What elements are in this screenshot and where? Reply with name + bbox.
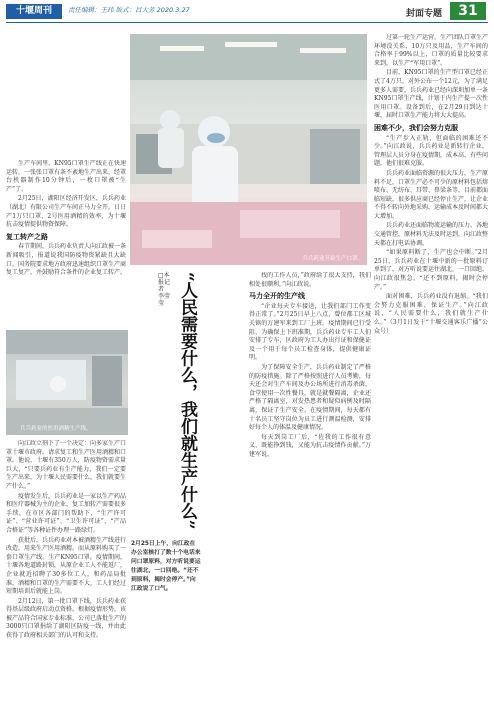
production-line-illustration [6,330,128,435]
article-column-1-lower [6,440,126,698]
paragraph: 目前，KN95口罩的生产型口罩已经正式了4万只，对外公布一个12元，为了满足更多人需要，兵兵药业已经向深圳加单一条KN95口罩生产线，计划于内生产提一次性医用口罩。设备到后，在2月29日到达十堰，届时口罩生产能力将大大提高。 [374,69,488,120]
editor-credits: 责任编辑：王玮 版式：吕大芳 2020.3.27 [68,6,190,14]
subheading: 马力全开的生产线 [249,292,305,301]
paragraph: “企业每天专车接送，让我们部门工作变得正常了。”2月25日早上八点，曾位都工区城关镇的万建军来到工厂上班。疫情期间已行受阻，为确保上下班准期，兵兵药业专车工人们安排了专车，区政府为工人办出行证和保健证及一个用于每个员工检查身体，提供健康证明。 [249,302,371,362]
page-header [0,0,494,22]
left-photo-caption: 兵兵药业的医用酒精生产线。 [20,426,92,432]
pull-quote: 2月25日上午，向江政在办公室核打了数十个电话来问口罩原料，对方听说要运往湖北，一口回绝。“还不到原料，揭时会停产。”向江政说了口气。 [131,541,201,592]
article-column-3 [249,272,371,698]
paragraph: 兵兵药业面临资源的很大压力，生产原料不足，口罩生产必不可少的原材料包括熔喷布、无纺布、耳带、鼻梁条等，目前都面临短缺，很多供应商已经停止生产，让企业不得不转向外地采购，运输成本及时间都大大增加。 [374,169,488,220]
header-rule [6,22,488,23]
paragraph: 兵兵药业还面临物流运输的压力。各地交通管控，原材料无法及时运到，向江政整天都在打电话协调。 [374,222,488,247]
subheading: 复工转产之路 [6,232,48,241]
subheading: 困难不少，我们会努力克服 [374,123,458,132]
top-photo-caption: 兵兵药业开始生产口罩。 [302,256,363,262]
paragraph: 2月12日，第一批口罩下线，兵兵药业获得基层级政府启动点资格。根据疫情形势，该被产品符合国家专业标准，公司已落批生产的3000只口罩捐给了湖阳区防疫一线，并由此获得了政府相关部门的认可和支持。 [6,597,126,640]
article-byline: □本报记者 李莹莹 [158,272,171,307]
factory-workshop-photo [130,34,367,265]
article-column-1 [6,160,126,328]
article-column-4 [374,34,488,698]
paragraph: 找的工作人员，”政府给了很大支持，我们相处很顺利，”向江政说。 [249,272,371,288]
paragraph: 向江政立刻下了一个决定：向多家生产口罩十堰市政府，请求复工和生产医用酒精和口罩。他说，十堰有350万人，防疫物资需求量巨大，“只要兵药业有生产能力，我们一定要生产出来，为十堰人民需要什么，我们就要生产什么。” [6,440,126,490]
paragraph: 为了保障安全生产，兵兵药业制定了严格的防疫措施。除了严格按照进行人员考勤，每天还会对生产车间及办公场所进行消毒杀菌，食堂使用一次性餐具，就是就餐隔离，企业还严格了隔离室，对发热患者和疑似病例及时隔离，保证了生产安全。在疫情期间，每天都有十名员工坚守岗位为员工进行测温检测，安排好每个人的体温及健康情况。 [249,363,371,432]
paragraph: “如果原料断了，生产也会中断。”2月25日，兵兵药业在十堰中新的一批原料订单到了，对方听说要运往湖北，一口回绝。向江政很焦急，“还不到原料，揭时会停产。” [374,249,488,291]
paragraph: 过第一轮生产运营，生产团队口罩生产环境没关系、10万只及用品，生产车间的合格率于99%以上，口罩的质量比较要求来到，以生产“军用口罩”。 [374,34,488,67]
page-number: 31 [450,2,486,20]
paragraph: 生产车间里，KN95口罩生产线正在快速运转，一张张口罩有条不紊地生产出来，经罩台机器制作10分钟后，一枚口罩被“生产”了。 [6,160,126,193]
alcohol-production-line-photo [6,330,128,435]
article-headline: “人民需要什么，我们就生产什么” [177,272,197,530]
paragraph: 面对困难，兵兵药业没有退缩。“我们会努力克服困难，保证生产。”向江政说，“人民需要什么，我们就生产什么。”（3月1日发于“十堰交通客乐广播”公众号） [374,293,488,335]
paragraph: 疫情发生后，兵兵药业是一家以生产药品和医疗器械为主的企业，复工加转产需要很多手续，在市区各部门的帮助下，“生产许可证”、“营业许可证”、“卫生许可证”、“产品合格证”等各种证件办理一路绿灯。 [6,492,126,534]
section-title: 封面专题 [405,9,442,19]
paragraph: “生产步入正轨，但面临的困难还不少。”向江政说，兵兵药业是新转行企业，管理层人员分身在疫情期，成本高，有些问题，他们很难克服。 [374,134,488,168]
workshop-illustration [130,34,367,265]
paragraph: 春节期间，兵兵药业负责人向江政被一条新闻吸引，报道说我国防疫物资紧缺且大缺口，国务院要求地方政府迅速组织口罩生产商复工复产，并鼓励符合条件的企业复工转产。 [6,243,126,277]
newspaper-logo: 十堰周刊 [6,4,62,19]
paragraph: 2月25日，湖阳区经济开发区，兵兵药业（湖北）有限公司生产车间正马力全开，日日产1万只口罩，2号医用酒精的效率，为十堰抗击疫情提供物资保障。 [6,195,126,229]
paragraph: 获批后，兵兵药业对本被酒精生产线进行改造，用来生产医用酒精。而从原料购买了一套口罩生产线。生产KN95口罩。疫情期间，十堰各地道路封锁，从原企业工人不能返厂，企业就近招聘了30多位工人，和药品局批准，酒精和口罩的生产需要不大，工人们经过短期培训后就能上岗。 [6,536,126,596]
paragraph: 每天到岗工厂后，“佐我的工作很有意义，既能挣到钱，又能为抗击疫情作贡献。”万建军说。 [249,433,371,458]
